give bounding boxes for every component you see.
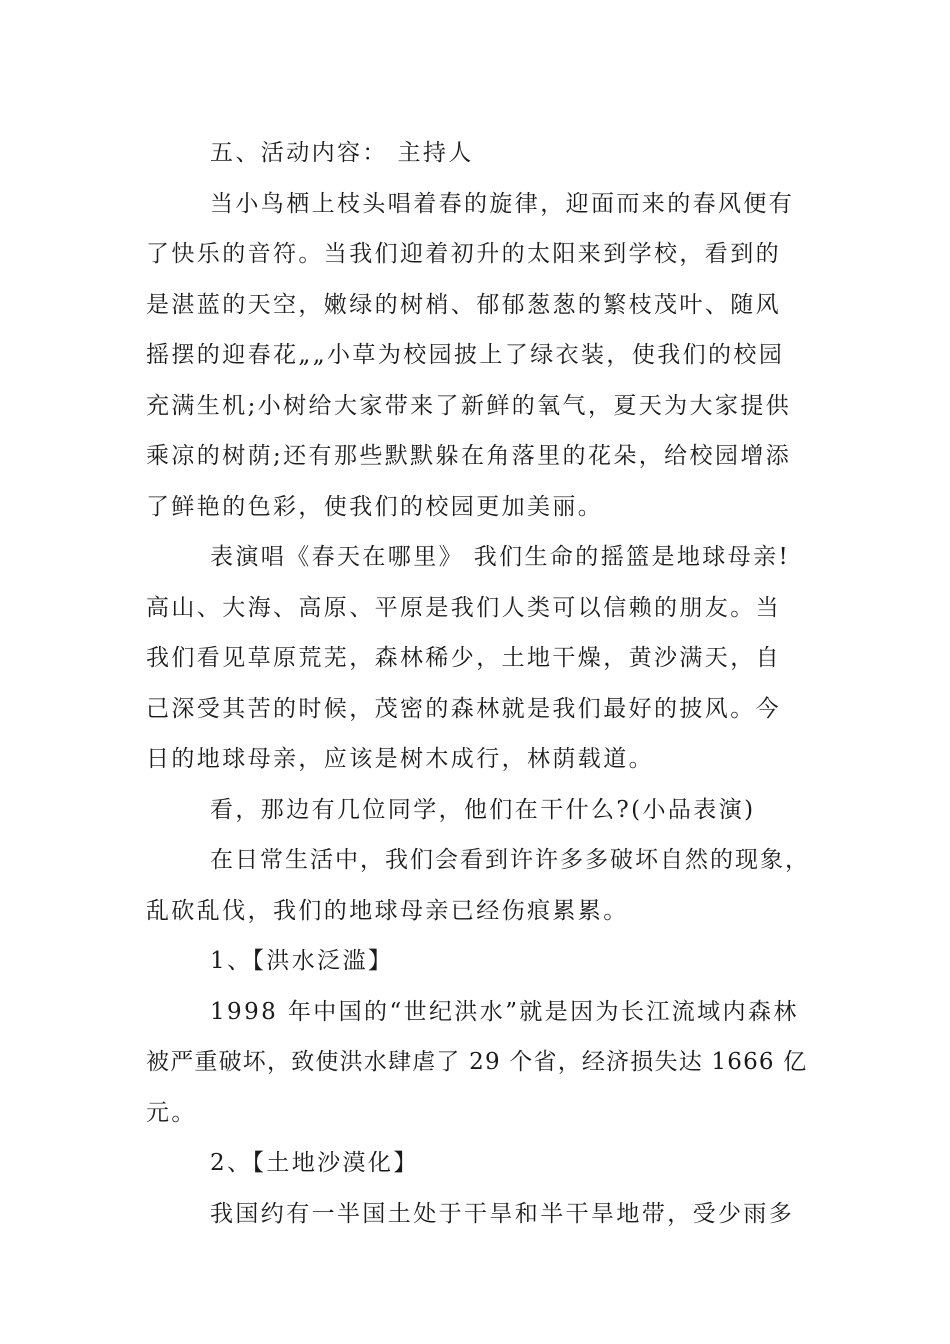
section-heading: 五、活动内容： 主持人 (210, 140, 474, 166)
paragraph-line: 充满生机;小树给大家带来了新鲜的氧气，夏天为大家提供 (146, 392, 792, 419)
paragraph-line: 乘凉的树荫;还有那些默默躲在角落里的花朵，给校园增添 (146, 443, 792, 469)
subsection-heading: 1、【洪水泛滥】 (210, 948, 394, 974)
paragraph-line: 我国约有一半国土处于干旱和半干旱地带，受少雨多 (210, 1200, 795, 1227)
paragraph-line: 己深受其苦的时候，茂密的森林就是我们最好的披风。今 (146, 695, 781, 722)
paragraph-line: 摇摆的迎春花„„小草为校园披上了绿衣装，使我们的校园 (146, 342, 785, 368)
paragraph-line: 在日常生活中，我们会看到许许多多破坏自然的现象， (210, 847, 810, 873)
subsection-heading: 2、【土地沙漠化】 (210, 1150, 419, 1176)
paragraph-line: 表演唱《春天在哪里》 我们生命的摇篮是地球母亲! (210, 544, 791, 570)
paragraph-line: 高山、大海、高原、平原是我们人类可以信赖的朋友。当 (146, 594, 781, 621)
paragraph-line: 我们看见草原荒芜，森林稀少，土地干燥，黄沙满天，自 (146, 645, 781, 671)
paragraph-line: 看，那边有几位同学，他们在干什么?(小品表演) (210, 796, 756, 823)
document-body (146, 128, 810, 1239)
paragraph-line: 了鲜艳的色彩，使我们的校园更加美丽。 (146, 493, 604, 520)
paragraph-line: 被严重破坏，致使洪水肆虐了 29 个省，经济损失达 1666 亿 (146, 1049, 808, 1075)
paragraph-line: 是湛蓝的天空，嫩绿的树梢、郁郁葱葱的繁枝茂叶、随风 (146, 291, 781, 318)
paragraph-line: 当小鸟栖上枝头唱着春的旋律，迎面而来的春风便有 (210, 190, 795, 217)
paragraph-line: 乱砍乱伐，我们的地球母亲已经伤痕累累。 (146, 897, 629, 924)
paragraph-line: 日的地球母亲，应该是树木成行，林荫载道。 (146, 746, 654, 772)
paragraph-line: 了快乐的音符。当我们迎着初升的太阳来到学校，看到的 (146, 241, 781, 267)
paragraph-line: 元。 (146, 1099, 197, 1126)
paragraph-line: 1998 年中国的“世纪洪水”就是因为长江流域内森林 (210, 998, 799, 1025)
